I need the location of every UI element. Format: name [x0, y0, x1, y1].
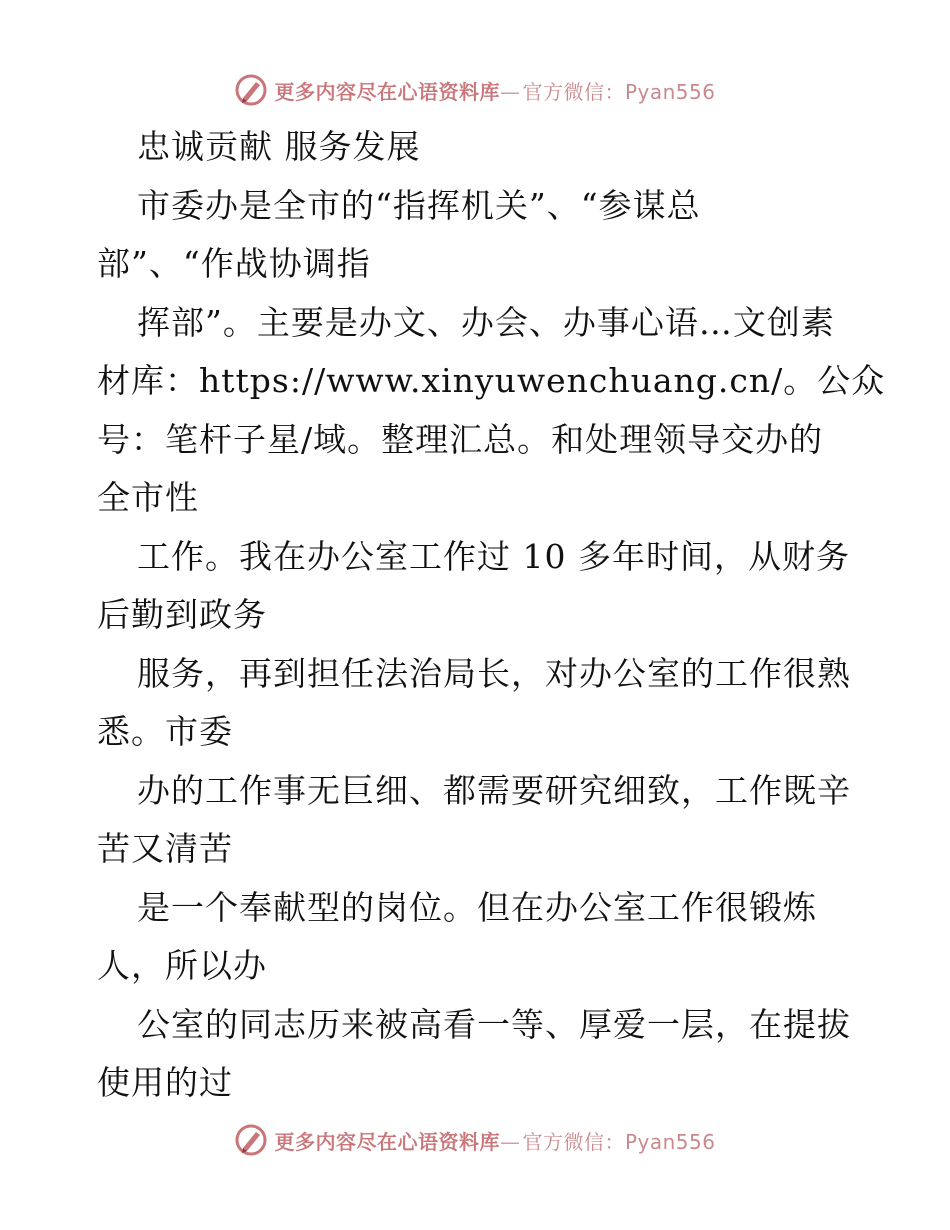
doc-line: 部”、“作战协调指	[97, 244, 371, 283]
watermark-sub: 官方微信：Pyan556	[522, 79, 716, 104]
doc-line: 是一个奉献型的岗位。但在办公室工作很锻炼	[137, 887, 817, 927]
watermark-dash: —	[499, 79, 521, 104]
watermark-text	[274, 1126, 715, 1155]
doc-line: 办的工作事无巨细、都需要研究细致，工作既辛	[137, 770, 851, 810]
doc-line: 号：笔杆子星/域。整理汇总。和处理领导交办的	[97, 419, 824, 459]
doc-line: 工作。我在办公室工作过 10 多年时间，从财务	[137, 536, 850, 576]
doc-line: 全市性	[97, 478, 199, 517]
doc-line: 公室的同志历来被高看一等、厚爱一层，在提拔	[137, 1004, 851, 1044]
doc-line: 服务，再到担任法治局长，对办公室的工作很熟	[137, 653, 851, 693]
watermark-main: 更多内容尽在心语资料库	[274, 79, 500, 104]
pen-circle-logo-icon	[234, 73, 268, 107]
document-body	[97, 118, 886, 1113]
doc-line: 市委办是全市的“指挥机关”、“参谋总	[137, 185, 701, 225]
doc-line: 苦又清苦	[97, 829, 233, 868]
doc-line: 后勤到政务	[97, 595, 267, 634]
watermark-main: 更多内容尽在心语资料库	[274, 1129, 500, 1154]
pen-circle-logo-icon	[234, 1123, 268, 1157]
watermark-text	[274, 76, 715, 105]
header-watermark-banner	[0, 70, 950, 110]
doc-line: 挥部”。主要是办文、办会、办事心语…文创素	[137, 302, 835, 342]
footer-watermark-banner	[0, 1120, 950, 1160]
doc-title: 忠诚贡献 服务发展	[137, 127, 421, 166]
doc-line: 悉。市委	[97, 712, 233, 751]
doc-line: 使用的过	[97, 1063, 233, 1102]
doc-line: 人，所以办	[97, 946, 267, 985]
watermark-sub: 官方微信：Pyan556	[522, 1129, 716, 1154]
watermark-dash: —	[499, 1129, 521, 1154]
doc-line: 材库：https://www.xinyuwenchuang.cn/。公众	[97, 361, 886, 400]
